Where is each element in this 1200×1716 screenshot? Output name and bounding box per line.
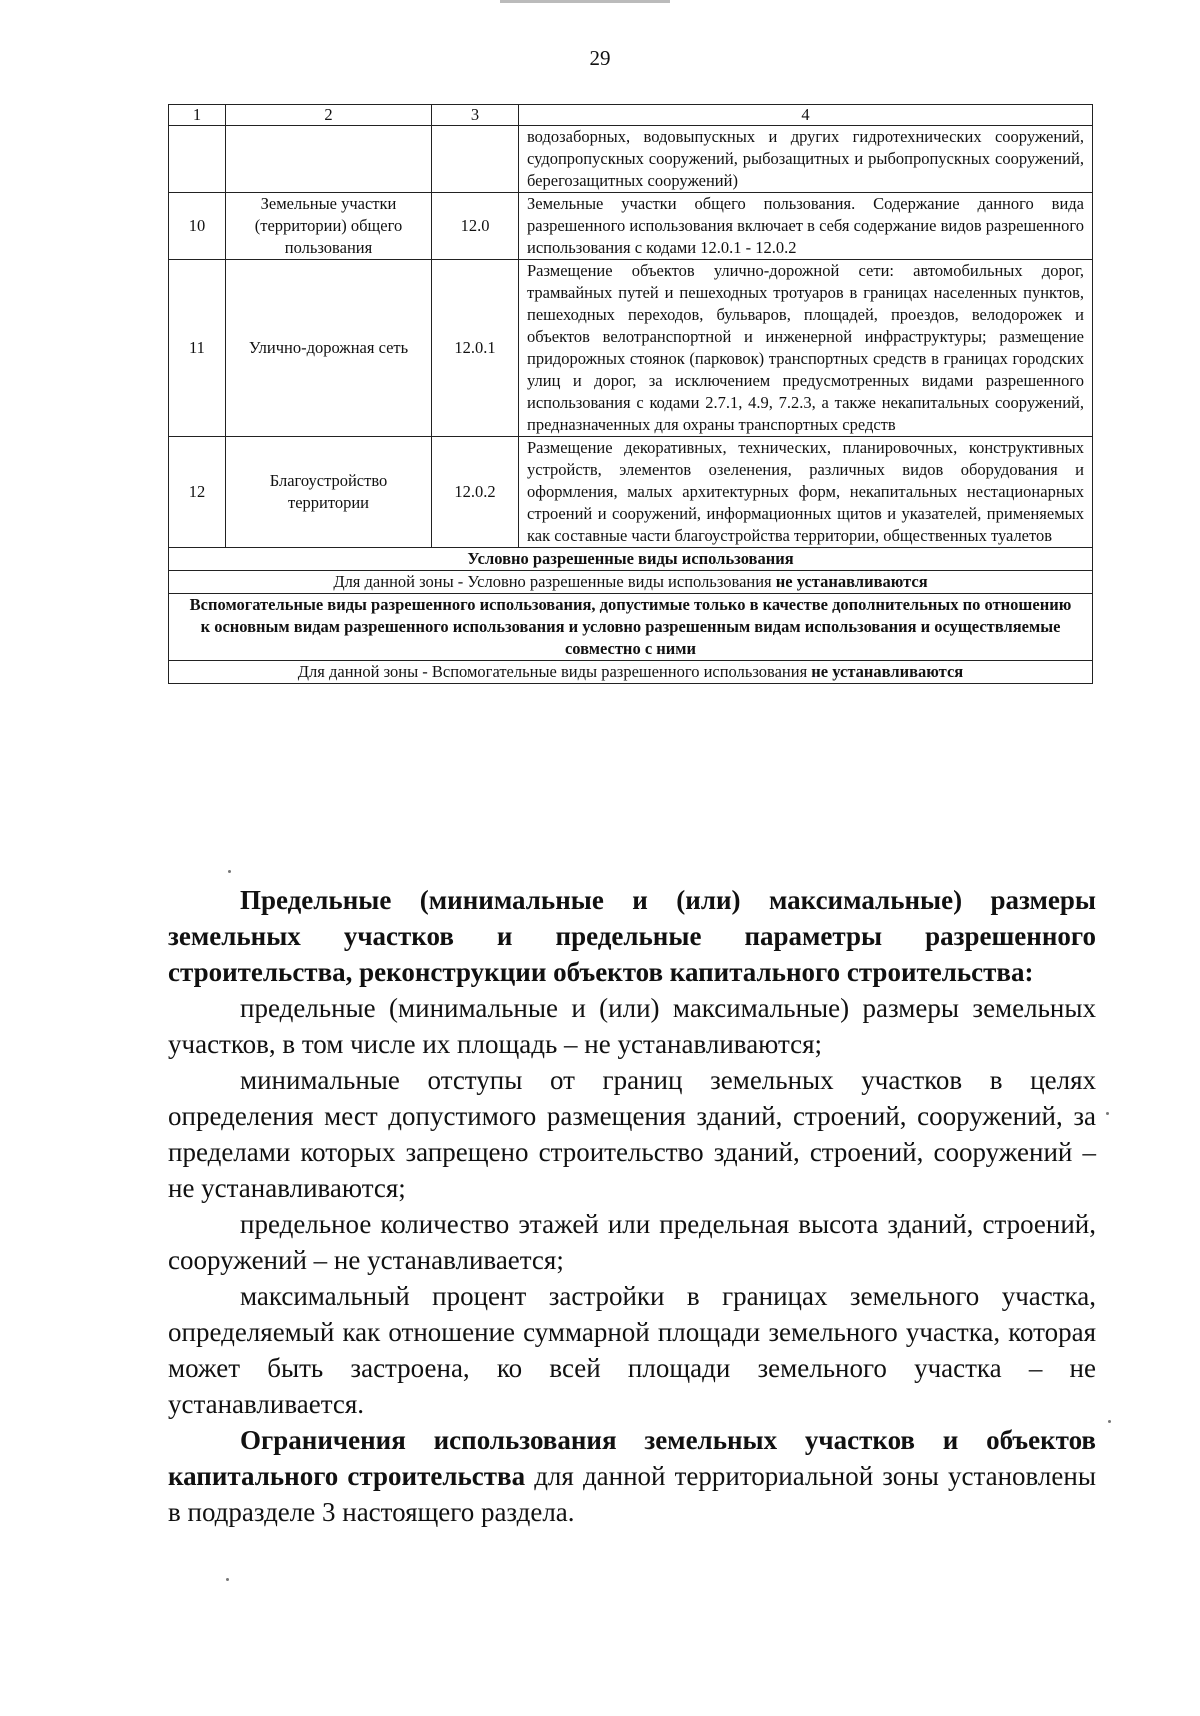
row-number: 11 (169, 260, 226, 437)
scan-speck (226, 1578, 229, 1581)
header-cell-1: 1 (169, 105, 226, 126)
auxiliary-note-suffix: не устанавливаются (811, 662, 964, 681)
conditional-uses-heading: Условно разрешенные виды использования (169, 548, 1093, 571)
table-header-row (169, 105, 1093, 126)
paragraph: минимальные отступы от границ земельных участков в целях определения мест допустимого размещения зданий, строений, сооружений, за пределами которых запрещено строительство зданий, строений, сооружений – не устанавливаются; (168, 1065, 1096, 1203)
scan-speck (1108, 1420, 1111, 1423)
auxiliary-uses-heading: Вспомогательные виды разрешенного использования, допустимые только в качестве дополнительных по отношению к основным видам разрешенного использования и условно разрешенным видам использования и осуществляемые совместно с ними (169, 594, 1093, 661)
table-row (169, 437, 1093, 548)
conditional-uses-note (169, 571, 1093, 594)
row-description: Земельные участки общего пользования. Содержание данного вида разрешенного использования включает в себя содержание видов разрешенного использования с кодами 12.0.1 - 12.0.2 (519, 193, 1093, 260)
auxiliary-heading-row (169, 594, 1093, 661)
header-cell-4: 4 (519, 105, 1093, 126)
row-description: водозаборных, водовыпускных и других гидротехнических сооружений, судопропускных сооружений, рыбозащитных и рыбопропускных сооружений, берегозащитных сооружений) (519, 126, 1093, 193)
page-number: 29 (589, 46, 611, 70)
conditional-note-row (169, 571, 1093, 594)
auxiliary-note-prefix: Для данной зоны - Вспомогательные виды разрешенного использования (297, 662, 808, 681)
row-number: 12 (169, 437, 226, 548)
row-number: 10 (169, 193, 226, 260)
paragraph: предельное количество этажей или предельная высота зданий, строений, сооружений – не устанавливается; (168, 1209, 1096, 1275)
table-row (169, 193, 1093, 260)
restrictions-rest: для данной территориальной зоны установлены в подразделе 3 настоящего раздела. (168, 1461, 1096, 1527)
row-code: 12.0.2 (432, 437, 519, 548)
auxiliary-note-row (169, 661, 1093, 684)
row-code: 12.0 (432, 193, 519, 260)
row-name: Благоустройство территории (226, 437, 432, 548)
auxiliary-uses-note (169, 661, 1093, 684)
header-cell-3: 3 (432, 105, 519, 126)
conditional-note-suffix: не устанавливаются (775, 572, 928, 591)
table-row (169, 260, 1093, 437)
row-description: Размещение декоративных, технических, планировочных, конструктивных устройств, элементов озеленения, различных видов оборудования и оформления, малых архитектурных форм, некапитальных нестационарных строений и сооружений, информационных щитов и указателей, применяемых как составные части благоустройства территории, общественных туалетов (519, 437, 1093, 548)
row-code (432, 126, 519, 193)
row-description: Размещение объектов улично-дорожной сети: автомобильных дорог, трамвайных путей и пешеходных тротуаров в границах населенных пунктов, пешеходных переходов, бульваров, площадей, проездов, велодорожек и объектов велотранспортной и инженерной инфраструктуры; размещение придорожных стоянок (парковок) транспортных средств в границах городских улиц и дорог, за исключением предусмотренных видами разрешенного использования с кодами 2.7.1, 4.9, 7.2.3, а также некапитальных сооружений, предназначенных для охраны транспортных средств (519, 260, 1093, 437)
scan-speck (228, 870, 231, 873)
restrictions-bold-lead: Ограничения использования земельных участков и объектов капитального строительства (168, 1425, 1096, 1491)
header-cell-2: 2 (226, 105, 432, 126)
conditional-note-prefix: Для данной зоны - Условно разрешенные виды использования (333, 572, 772, 591)
conditional-heading-row (169, 548, 1093, 571)
paragraph: максимальный процент застройки в границах земельного участка, определяемый как отношение суммарной площади земельного участка, которая может быть застроена, ко всей площади земельного участка – не устанавливается. (168, 1281, 1096, 1419)
row-name: Улично-дорожная сеть (226, 260, 432, 437)
row-name: Земельные участки (территории) общего пользования (226, 193, 432, 260)
table-row (169, 126, 1093, 193)
restrictions-paragraph (168, 1422, 1096, 1530)
row-name (226, 126, 432, 193)
scan-speck (1106, 1112, 1109, 1115)
paragraph: предельные (минимальные и (или) максимальные) размеры земельных участков, в том числе их площадь – не устанавливаются; (168, 993, 1096, 1059)
section-heading: Предельные (минимальные и (или) максимальные) размеры земельных участков и предельные параметры разрешенного строительства, реконструкции объектов капитального строительства: (168, 885, 1096, 987)
row-number (169, 126, 226, 193)
body-text (168, 882, 1096, 1530)
land-use-table (168, 104, 1093, 684)
scan-top-mark (500, 0, 670, 3)
row-code: 12.0.1 (432, 260, 519, 437)
